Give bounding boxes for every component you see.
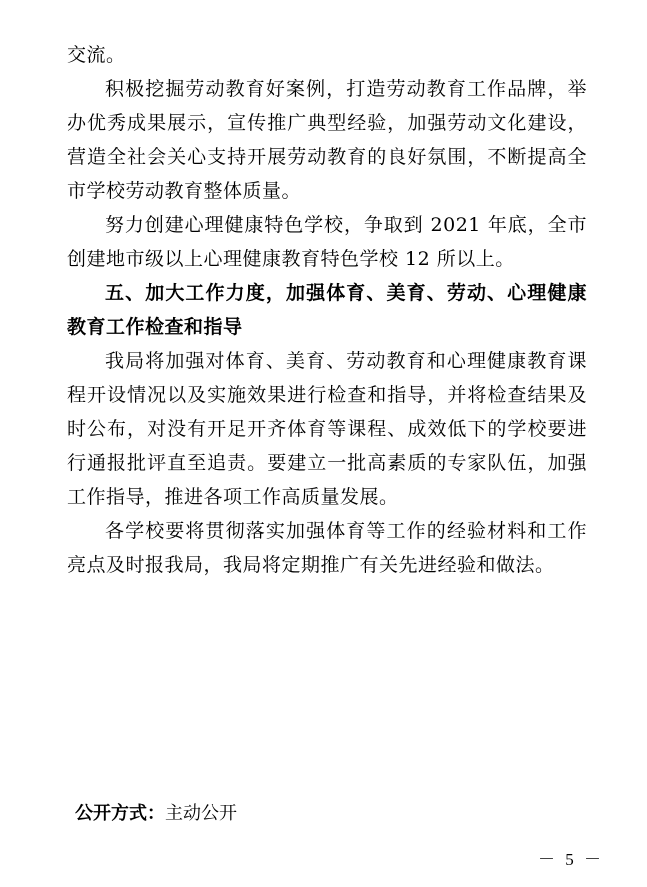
document-body: [67, 38, 587, 582]
paragraph-inspection: 我局将加强对体育、美育、劳动教育和心理健康教育课程开设情况以及实施效果进行检查和指导，并将检查结果及时公布，对没有开足开齐体育等课程、成效低下的学校要进行通报批评直至追责。要建立一批高素质的专家队伍，加强工作指导，推进各项工作高质量发展。: [67, 350, 587, 508]
disclosure-label: 公开方式：: [75, 803, 165, 824]
paragraph-mental-health-schools: 努力创建心理健康特色学校，争取到 2021 年底，全市创建地市级以上心理健康教育特色学校 12 所以上。: [67, 214, 587, 270]
disclosure-method: [75, 800, 237, 828]
paragraph-continuation: 交流。: [67, 44, 126, 66]
section-heading-five: 五、加大工作力度，加强体育、美育、劳动、心理健康教育工作检查和指导: [67, 282, 587, 338]
disclosure-value: 主动公开: [165, 803, 237, 824]
page-number: － 5 －: [538, 850, 604, 869]
paragraph-labor-education: 积极挖掘劳动教育好案例，打造劳动教育工作品牌，举办优秀成果展示，宣传推广典型经验，加强劳动文化建设，营造全社会关心支持开展劳动教育的良好氛围，不断提高全市学校劳动教育整体质量。: [67, 78, 587, 202]
paragraph-reporting: 各学校要将贯彻落实加强体育等工作的经验材料和工作亮点及时报我局，我局将定期推广有关先进经验和做法。: [67, 520, 587, 576]
